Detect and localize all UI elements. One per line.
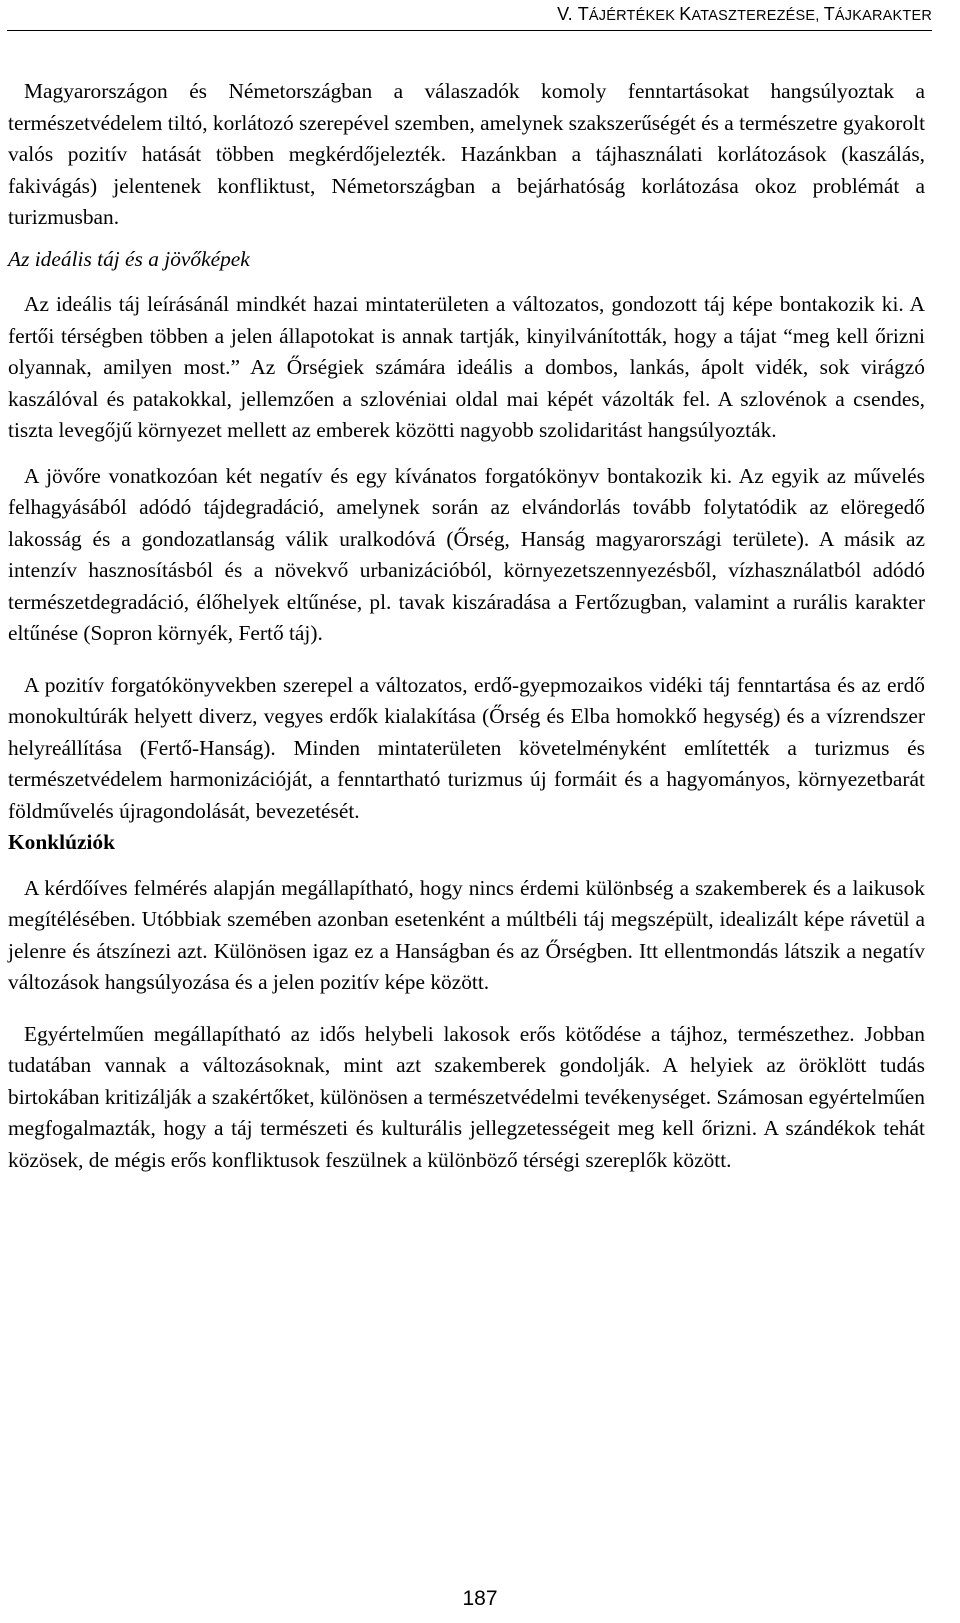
header-chapter-part2: ATASZTEREZÉSE, (691, 8, 824, 24)
running-header (557, 1, 932, 29)
header-divider (7, 30, 932, 31)
subheading-ideal-landscape: Az ideális táj és a jövőképek (8, 246, 250, 271)
page-number: 187 (462, 1587, 498, 1610)
header-chapter-part3: ÁJKARAKTER (834, 8, 932, 24)
paragraph-4: A pozitív forgatókönyvekben szerepel a változatos, erdő-gyepmozaikos vidéki táj fenntartása és az erdő monokultúrák helyett diverz, vegyes erdők kialakítása (Őrség és Elba homokkő hegység) és a vízrendszer helyreállítása (Fertő-Hanság). Minden mintaterületen követelményként említették a turizmus és természetvédelem harmonizációját, a fenntartható turizmus új formáit és a hagyományos, környezetbarát földművelés újragondolását, bevezetését. (8, 672, 925, 823)
header-chapter-part1: ÁJÉRTÉKEK (588, 8, 680, 24)
paragraph-3: A jövőre vonatkozóan két negatív és egy kívánatos forgatókönyv bontakozik ki. Az egyik az művelés felhagyásából adódó tájdegradáció, amelynek során az elvándorlás tovább folytatódik az elöregedő lakosság és a gondozatlanság válik uralkodóvá (Őrség, Hanság magyarországi területe). A másik az intenzív hasznosításból és a növekvő urbanizációból, környezetszennyezésből, vízhasználatból adódó természetdegradáció, élőhelyek eltűnése, pl. tavak kiszáradása a Fertőzugban, valamint a rurális karakter eltűnése (Sopron környék, Fertő táj). (8, 463, 925, 645)
paragraph-5: A kérdőíves felmérés alapján megállapítható, hogy nincs érdemi különbség a szakemberek és a laikusok megítélésében. Utóbbiak szemében azonban esetenként a múltbéli táj megszépült, idealizált képe rávetül a jelenre és átszínezi azt. Különösen igaz ez a Hanságban és az Őrségben. Itt ellentmondás látszik a negatív változások hangsúlyozása és a jelen pozitív képe között. (8, 875, 925, 994)
paragraph-6: Egyértelműen megállapítható az idős helybeli lakosok erős kötődése a tájhoz, természethez. Jobban tudatában vannak a változásoknak, mint azt szakemberek gondolják. A helyiek az öröklött tudás birtokában kritizálják a szakértőket, különösen a természetvédelmi tevékenységet. Számosan egyértelműen megfogalmazták, hogy a táj természeti és kulturális jellegzetességeit meg kell őrizni. A szándékok tehát közösek, de mégis erős konfliktusok feszülnek a különböző térségi szereplők között. (8, 1021, 925, 1172)
header-chapter-part2-initial: K (679, 4, 692, 24)
header-chapter-prefix: V. T (557, 4, 589, 24)
body-text (8, 76, 925, 1176)
section-heading-conclusions: Konklúziók (8, 830, 115, 854)
paragraph-2: Az ideális táj leírásánál mindkét hazai mintaterületen a változatos, gondozott táj képe bontakozik ki. A fertői térségben többen a jelen állapotokat is annak tartják, kinyilvánították, hogy a tájat “meg kell őrizni olyannak, amilyen most.” Az Őrségiek számára ideális a dombos, lankás, ápolt vidék, sok virágzó kaszálóval és patakokkal, jellemzően a szlovéniai oldal mai képét vázolták fel. A szlovénok a csendes, tiszta levegőjű környezet mellett az emberek közötti nagyobb szolidaritást hangsúlyozták. (8, 292, 925, 442)
paragraph-1: Magyarországon és Németországban a válaszadók komoly fenntartásokat hangsúlyoztak a természetvédelem tiltó, korlátozó szerepével szemben, amelynek szakszerűségét és a természetre gyakorolt valós pozitív hatását többen megkérdőjelezték. Hazánkban a tájhasználati korlátozások (kaszálás, fakivágás) jelentenek konfliktust, Németországban a bejárhatóság korlátozása okoz problémát a turizmusban. (8, 79, 926, 229)
header-chapter-part3-initial: T (823, 4, 835, 24)
